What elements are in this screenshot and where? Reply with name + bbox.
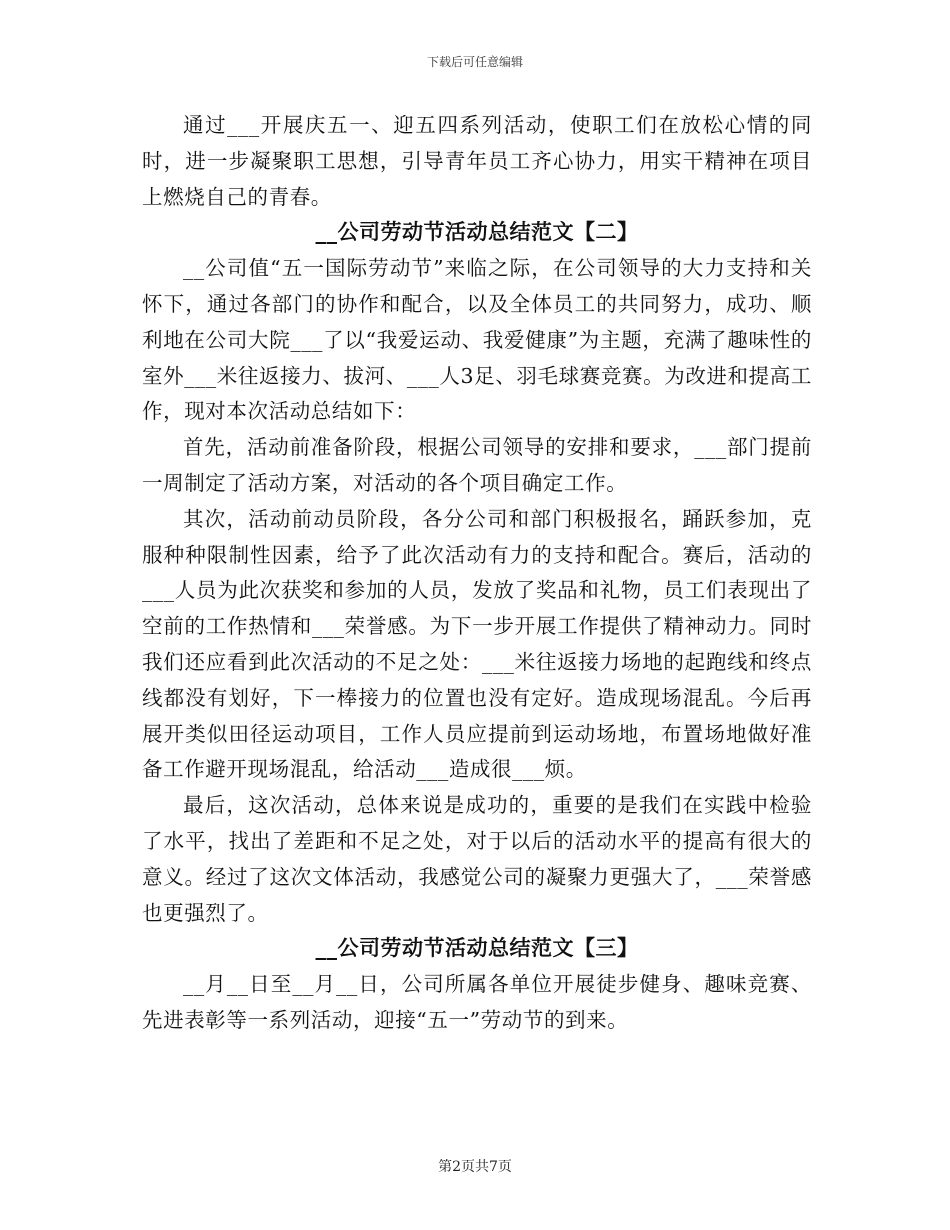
- paragraph-overview: __公司值“五一国际劳动节”来临之际，在公司领导的大力支持和关怀下，通过各部门的协作和配合，以及全体员工的共同努力，成功、顺利地在公司大院___了以“我爱运动、我爱健康”为主题，充满了趣味性的室外___米往返接力、拔河、___人3足、羽毛球赛竞赛。为改进和提高工作，现对本次活动总结如下：: [142, 256, 812, 424]
- paragraph-first: 首先，活动前准备阶段，根据公司领导的安排和要求，___部门提前一周制定了活动方案，对活动的各个项目确定工作。: [142, 435, 812, 495]
- page-footer: 第2页共7页: [438, 1159, 512, 1175]
- paragraph-intro: 通过___开展庆五一、迎五四系列活动，使职工们在放松心情的同时，进一步凝聚职工思想，引导青年员工齐心协力，用实干精神在项目上燃烧自己的青春。: [142, 113, 812, 209]
- document-body: [142, 108, 812, 1039]
- section-heading-three: __公司劳动节活动总结范文【三】: [315, 936, 639, 961]
- section-heading-two: __公司劳动节活动总结范文【二】: [315, 220, 639, 245]
- page-header: 下载后可任意编辑: [426, 55, 523, 69]
- paragraph-last: 最后，这次活动，总体来说是成功的，重要的是我们在实践中检验了水平，找出了差距和不足之处，对于以后的活动水平的提高有很大的意义。经过了这次文体活动，我感觉公司的凝聚力更强大了，___荣誉感也更强烈了。: [142, 793, 812, 925]
- paragraph-second: 其次，活动前动员阶段，各分公司和部门积极报名，踊跃参加，克服种种限制性因素，给予了此次活动有力的支持和配合。赛后，活动的___人员为此次获奖和参加的人员，发放了奖品和礼物，员工们表现出了空前的工作热情和___荣誉感。为下一步开展工作提供了精神动力。同时我们还应看到此次活动的不足之处：___米往返接力场地的起跑线和终点线都没有划好，下一棒接力的位置也没有定好。造成现场混乱。今后再展开类似田径运动项目，工作人员应提前到运动场地，布置场地做好准备工作避开现场混乱，给活动___造成很___烦。: [142, 506, 812, 782]
- paragraph-section-three: __月__日至__月__日，公司所属各单位开展徒步健身、趣味竞赛、先进表彰等一系列活动，迎接“五一”劳动节的到来。: [142, 972, 812, 1032]
